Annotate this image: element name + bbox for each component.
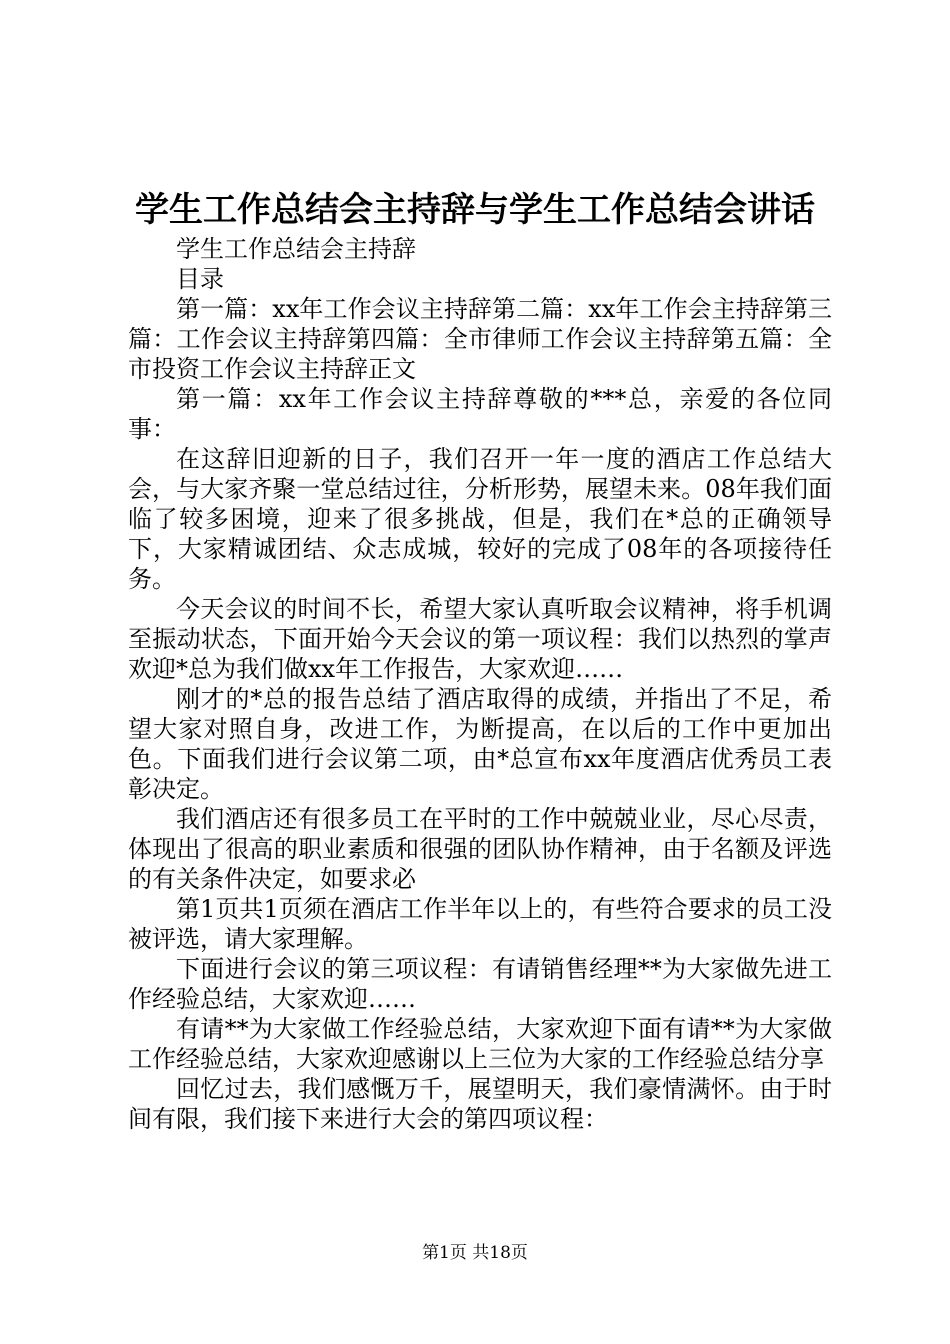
document-body	[128, 234, 832, 1134]
paragraph: 今天会议的时间不长，希望大家认真听取会议精神，将手机调至振动状态，下面开始今天会议的第一项议程：我们以热烈的掌声欢迎*总为我们做xx年工作报告，大家欢迎……	[128, 595, 832, 683]
paragraph: 下面进行会议的第三项议程：有请销售经理**为大家做先进工作经验总结，大家欢迎……	[128, 955, 832, 1013]
paragraph-toc: 第一篇：xx年工作会议主持辞第二篇：xx年工作会主持辞第三篇：工作会议主持辞第四篇：全市律师工作会议主持辞第五篇：全市投资工作会议主持辞正文	[128, 295, 832, 383]
document-title: 学生工作总结会主持辞与学生工作总结会讲话	[135, 190, 815, 230]
paragraph: 有请**为大家做工作经验总结，大家欢迎下面有请**为大家做工作经验总结，大家欢迎感谢以上三位为大家的工作经验总结分享	[128, 1015, 832, 1073]
paragraph-toc-heading: 目录	[176, 265, 224, 293]
paragraph: 我们酒店还有很多员工在平时的工作中兢兢业业，尽心尽责，体现出了很高的职业素质和很强的团队协作精神，由于名额及评选的有关条件决定，如要求必	[128, 805, 832, 893]
paragraph: 第1页共1页须在酒店工作半年以上的，有些符合要求的员工没被评选，请大家理解。	[128, 895, 832, 953]
paragraph: 刚才的*总的报告总结了酒店取得的成绩，并指出了不足，希望大家对照自身，改进工作，为断提高，在以后的工作中更加出色。下面我们进行会议第二项，由*总宣布xx年度酒店优秀员工表彰决定。	[128, 685, 832, 803]
paragraph: 回忆过去，我们感慨万千，展望明天，我们豪情满怀。由于时间有限，我们接下来进行大会的第四项议程：	[128, 1075, 832, 1133]
paragraph: 在这辞旧迎新的日子，我们召开一年一度的酒店工作总结大会，与大家齐聚一堂总结过往，分析形势，展望未来。08年我们面临了较多困境，迎来了很多挑战，但是，我们在*总的正确领导下，大家精诚团结、众志成城，较好的完成了08年的各项接待任务。	[128, 445, 832, 593]
page-footer: 第1页 共18页	[422, 1243, 528, 1263]
paragraph-greeting: 第一篇：xx年工作会议主持辞尊敬的***总，亲爱的各位同事：	[128, 385, 832, 443]
paragraph-subtitle: 学生工作总结会主持辞	[176, 235, 416, 263]
